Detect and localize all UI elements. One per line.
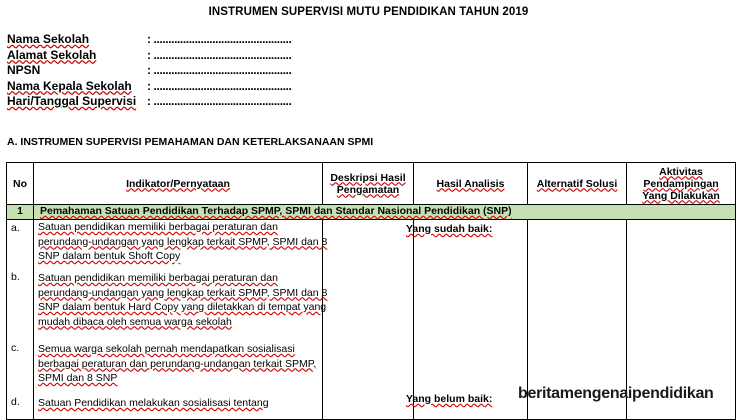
hasil-belum-label: Yang belum baik: [406,393,493,405]
items-cell [34,220,328,420]
meta-label: Alamat Sekolah [7,47,97,62]
item-letter: d. [11,396,20,408]
item-letter: c. [11,342,20,354]
header-deskripsi-label: Deskripsi Hasil Pengamatan [330,171,406,196]
header-aktivitas-label: Aktivitas Pendampingan Yang Dilakukan [642,165,720,202]
meta-value: : ............................................... [147,94,292,108]
watermark-text: beritamengenaipendidikan [518,385,714,402]
header-no: No [7,163,34,205]
section-row-text [34,205,736,220]
meta-label: Nama Sekolah [7,32,90,46]
header-hasil [414,163,528,205]
meta-row-nama-sekolah [7,32,291,48]
document-title: INSTRUMEN SUPERVISI MUTU PENDIDIKAN TAHUN 2019 [208,6,529,18]
hasil-cell[interactable] [406,220,528,420]
deskripsi-cell[interactable] [323,220,414,420]
meta-value: : ............................................... [147,78,292,93]
letters-cell [7,220,34,420]
hasil-sudah-label: Yang sudah baik: [406,223,493,235]
meta-value: : ............................................... [147,47,292,62]
meta-row-tanggal [7,94,291,110]
section-row-label: Pemahaman Satuan Pendidikan Terhadap SPMP, SPMI dan Standar Nasional Pendidikan (SNP) [40,205,512,217]
meta-value: : ............................................... [147,63,292,77]
section-title: A. INSTRUMEN SUPERVISI PEMAHAMAN DAN KETERLAKSANAAN SPMI [7,136,374,148]
header-indikator [34,163,323,205]
meta-value: : ............................................... [147,32,292,46]
list-item: Semua warga sekolah pernah mendapatkan sosialisasi berbagai peraturan dan perundang-undangan terkait SPMP, SPMI dan 8 SNP [38,343,317,384]
header-aktivitas [627,163,736,205]
meta-row-alamat [7,48,291,64]
item-letter: a. [11,222,20,234]
meta-label: NPSN [7,63,41,77]
item-letter: b. [11,271,20,283]
meta-label: Nama Kepala Sekolah [7,78,132,93]
section-row [7,205,736,220]
list-item: Satuan pendidikan memiliki berbagai peraturan dan perundang-undangan yang lengkap terkait SPMP, SPMI dan 8 SNP dalam bentuk Shoft Copy [38,221,328,262]
meta-label: Hari/Tanggal Supervisi [7,94,137,108]
list-item: Satuan Pendidikan melakukan sosialisasi tentang [38,397,269,409]
section-row-number: 1 [7,205,34,220]
meta-row-kepala-sekolah [7,79,291,95]
list-item: Satuan pendidikan memiliki berbagai peraturan dan perundang-undangan yang lengkap terkait SPMP, SPMI dan 8 SNP dalam bentuk Hard Copy yang diletakkan di tempat yang mudah dibaca oleh semua warga sekolah [38,272,328,328]
header-solusi-label: Alternatif Solusi [536,177,618,190]
table-header-row [7,163,736,205]
supervision-table [6,162,736,420]
header-solusi [528,163,627,205]
meta-row-npsn [7,63,291,79]
header-hasil-label: Hasil Analisis [436,177,505,190]
header-indikator-label: Indikator/Pernyataan [126,177,230,190]
school-info-block [7,32,291,110]
header-deskripsi [323,163,414,205]
